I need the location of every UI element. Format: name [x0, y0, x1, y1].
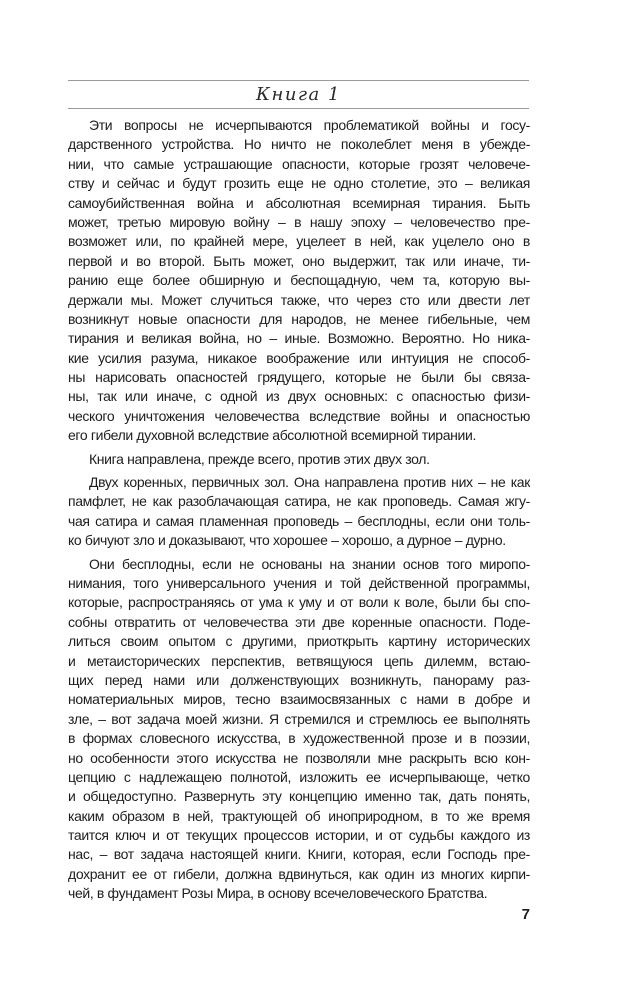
text-line: номатериальных миров, тесно взаимосвязанных с нами в добре и: [68, 691, 530, 708]
text-line: дарственного устройства. Но ничто не поколеблет меня в убежде-: [68, 136, 530, 153]
text-line: щих перед нами или долженствующих возникнуть, панораму раз-: [68, 671, 530, 688]
text-line: ко бичуют зло и доказывают, что хорошее – хорошо, а дурное – дурно.: [68, 532, 506, 549]
paragraph: [68, 473, 530, 551]
text-line: ны, так или иначе, с одной из двух основных: с опасностью физи-: [68, 388, 530, 405]
paragraph: [68, 555, 530, 904]
paragraph: [68, 116, 530, 446]
text-line: и общедоступно. Развернуть эту концепцию именно так, дать понять,: [68, 788, 530, 805]
text-line: нимания, того универсального учения и той действенной программы,: [68, 574, 530, 591]
text-line: нии, что самые устрашающие опасности, которые грозят человече-: [68, 155, 530, 172]
text-line: ческого уничтожения человечества вследствие войны и опасностью: [68, 407, 530, 424]
text-line: зле, – вот задача моей жизни. Я стремился и стремлюсь ее выполнять: [68, 710, 530, 727]
text-line: ранию еще более обширную и беспощадную, чем та, которую вы-: [68, 272, 530, 289]
text-line: Эти вопросы не исчерпываются проблематикой войны и госу-: [89, 117, 530, 133]
text-line: литься своим опытом с другими, приоткрыть картину исторических: [68, 633, 530, 650]
text-line: кие усилия разума, никакое воображение или интуиция не способ-: [68, 349, 530, 366]
text-line: в формах словесного искусства, в художественной прозе и в поэзии,: [68, 730, 530, 747]
text-line: возникнут новые опасности для народов, не менее гибельные, чем: [68, 310, 530, 327]
text-line: Они бесплодны, если не основаны на знании основ того миропо-: [89, 555, 530, 572]
chapter-heading: Книга 1: [256, 84, 341, 105]
text-line: может, третью мировую войну – в нашу эпоху – человечество пре-: [68, 213, 530, 230]
text-line: Двух коренных, первичных зол. Она направлена против них – не как: [89, 474, 530, 491]
text-line: дохранит ее от гибели, должна вдвинуться, как один из многих кирпи-: [68, 865, 530, 882]
body-text: [68, 116, 530, 908]
text-line: первой и во второй. Быть может, оно выдержит, так или иначе, ти-: [68, 252, 530, 269]
text-line: самоубийственная война и абсолютная всемирная тирания. Быть: [68, 194, 530, 211]
header-rule-bottom: [68, 108, 529, 109]
text-line: возможет или, по крайней мере, уцелеет в ней, как уцелело оно в: [68, 233, 530, 250]
text-line: держали мы. Может случиться также, что через сто или двести лет: [68, 291, 530, 308]
text-line: цепцию с надлежащею полнотой, изложить ее исчерпывающе, четко: [68, 768, 530, 785]
text-line: чей, в фундамент Розы Мира, в основу всечеловеческого Братства.: [68, 885, 488, 902]
text-line: таится ключ и от текущих процессов истории, и от судьбы каждого из: [68, 827, 530, 844]
text-line: и метаисторических перспектив, ветвящуюся цепь дилемм, встаю-: [68, 652, 530, 669]
text-line: Книга направлена, прежде всего, против этих двух зол.: [89, 450, 430, 467]
text-line: памфлет, не как разоблачающая сатира, не как проповедь. Самая жгу-: [68, 493, 530, 510]
page-number: 7: [521, 906, 530, 923]
text-line: которые, распространяясь от ума к уму и от воли к воле, были бы спо-: [68, 594, 530, 611]
text-line: его гибели духовной вследствие абсолютной всемирной тирании.: [68, 427, 477, 444]
text-line: ству и сейчас и будут грозить еще не одно столетие, это – великая: [68, 175, 530, 192]
text-line: нас, – вот задача настоящей книги. Книги, которая, если Господь пре-: [68, 846, 530, 863]
paragraph: [68, 450, 530, 469]
text-line: ны нарисовать опасностей грядущего, которые не были бы связа-: [68, 369, 530, 386]
text-line: собны отвратить от человечества эти две коренные опасности. Поде-: [68, 613, 530, 630]
text-line: тирания и великая война, но – иные. Возможно. Вероятно. Но ника-: [68, 330, 530, 347]
text-line: каким образом в ней, трактующей об иноприродном, в то же время: [68, 807, 530, 824]
text-line: чая сатира и самая пламенная проповедь – бесплодны, если они толь-: [68, 512, 530, 529]
text-line: но особенности этого искусства не позволяли мне раскрыть всю кон-: [68, 749, 530, 766]
